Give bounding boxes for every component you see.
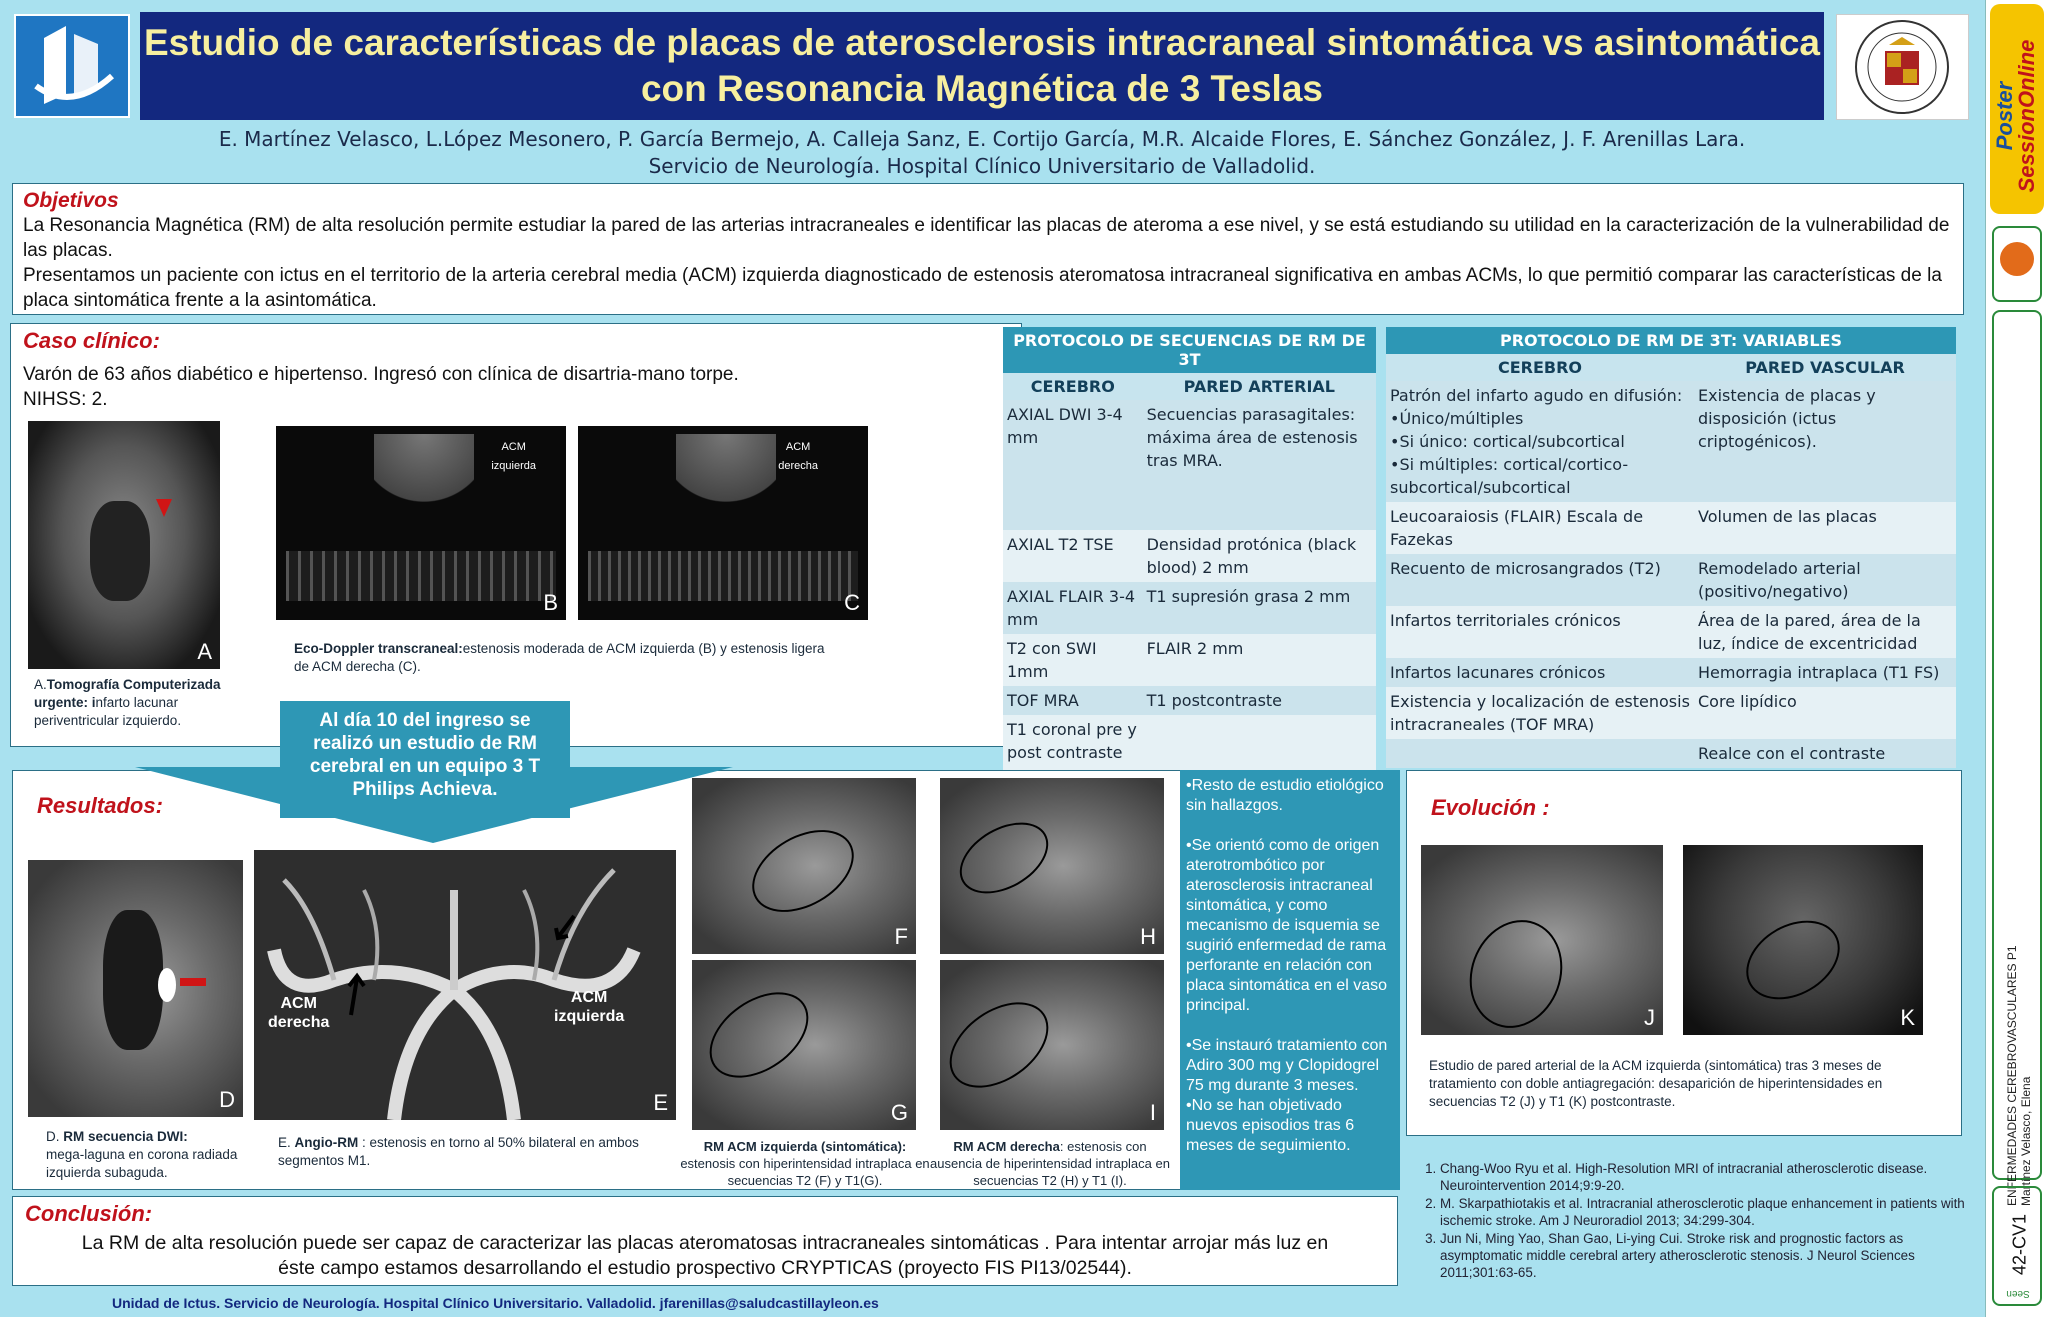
case-text-2: NIHSS: 2. bbox=[23, 389, 108, 410]
table-cell: Recuento de microsangrados (T2) bbox=[1386, 554, 1694, 606]
objectives-paragraph-2: Presentamos un paciente con ictus en el territorio de la arteria cerebral media (ACM) izquierda diagnosticado de estenosis ateromatosa intracraneal significativa en ambas ACMs, lo que permitió comparar las características de la placa sintomática frente a la asintomática. bbox=[23, 265, 1942, 311]
table-cell: Infartos lacunares crónicos bbox=[1386, 658, 1694, 687]
image-letter-h: H bbox=[1140, 924, 1156, 949]
table-cell: Patrón del infarto agudo en difusión: •Único/múltiples •Si único: cortical/subcortical •Si múltiples: cortical/cortico-subcortical/subcortical bbox=[1386, 381, 1694, 502]
doppler-right-image bbox=[578, 426, 868, 620]
society-logo bbox=[1992, 226, 2042, 302]
table-cell: AXIAL T2 TSE bbox=[1003, 530, 1143, 582]
caption-ct: A.Tomografía Computerizada urgente: infarto lacunar periventricular izquierdo. bbox=[34, 677, 221, 728]
table-protocol-variables bbox=[1386, 327, 1956, 768]
image-letter-a: A bbox=[197, 639, 212, 664]
table-cell: Existencia y localización de estenosis intracraneales (TOF MRA) bbox=[1386, 687, 1694, 739]
table-cell: Hemorragia intraplaca (T1 FS) bbox=[1694, 658, 1956, 687]
caption-dwi: D. RM secuencia DWI: mega-laguna en corona radiada izquierda subaguda. bbox=[46, 1129, 238, 1180]
mri-image-j bbox=[1421, 845, 1663, 1035]
table-cell: Leucoaraiosis (FLAIR) Escala de Fazekas bbox=[1386, 502, 1694, 554]
table-cell: T1 coronal pre y post contraste bbox=[1003, 715, 1143, 787]
callout-mri-study: Al día 10 del ingreso se realizó un estudio de RM cerebral en un equipo 3 T Philips Achieva. bbox=[280, 701, 570, 818]
table-cell: T1 supresión grasa 2 mm bbox=[1143, 582, 1376, 634]
results-title: Resultados: bbox=[37, 793, 163, 818]
image-letter-d: D bbox=[219, 1087, 235, 1112]
table-cell: Core lipídico bbox=[1694, 687, 1956, 739]
poster-title: Estudio de características de placas de aterosclerosis intracraneal sintomática vs asintomática con Resonancia Magnética de 3 Teslas bbox=[143, 22, 1821, 109]
table1-header: CEREBRO bbox=[1003, 373, 1143, 400]
mri-image-f bbox=[692, 778, 916, 954]
doppler-right-label: ACM derecha bbox=[778, 441, 818, 472]
image-letter-j: J bbox=[1644, 1005, 1655, 1030]
table-protocol-sequences bbox=[1003, 327, 1376, 787]
conclusion-section bbox=[12, 1196, 1398, 1286]
table-cell: Infartos territoriales crónicos bbox=[1386, 606, 1694, 658]
table-cell: Existencia de placas y disposición (ictus criptogénicos). bbox=[1694, 381, 1956, 502]
table1-title: PROTOCOLO DE SECUENCIAS DE RM DE 3T bbox=[1003, 327, 1376, 373]
table2-header: CEREBRO bbox=[1386, 354, 1694, 381]
references-list bbox=[1410, 1160, 1966, 1281]
poster-title-band bbox=[140, 12, 1824, 120]
objectives-paragraph-1: La Resonancia Magnética (RM) de alta resolución permite estudiar la pared de las arterias intracraneales e identificar las placas de ateroma a ese nivel, y se está estudiando su utilidad en la caracterización de la vulnerabilidad de las placas. bbox=[23, 215, 1950, 261]
mri-image-k bbox=[1683, 845, 1923, 1035]
caption-mri-right: RM ACM derecha: estenosis con ausencia de hiperintensidad intraplaca en secuencias T2 (H) y T1 (I). bbox=[930, 1139, 1170, 1188]
authors-block bbox=[140, 126, 1824, 180]
case-title: Caso clínico: bbox=[23, 328, 160, 353]
etiology-p1: •Resto de estudio etiológico sin hallazgos. bbox=[1186, 777, 1384, 814]
image-letter-c: C bbox=[844, 590, 860, 615]
doppler-left-label: ACM izquierda bbox=[491, 441, 536, 472]
image-letter-e: E bbox=[653, 1090, 668, 1115]
sidebar-category: ENFERMEDADES CEREBROVASCULARES P1 bbox=[2005, 945, 2019, 1206]
objectives-section bbox=[12, 183, 1964, 315]
etiology-p4: •No se han objetivado nuevos episodios tras 6 meses de seguimiento. bbox=[1186, 1097, 1355, 1154]
table2-header: PARED VASCULAR bbox=[1694, 354, 1956, 381]
hospital-logo bbox=[14, 14, 130, 118]
evolution-section bbox=[1406, 770, 1962, 1136]
conclusion-text: La RM de alta resolución puede ser capaz de caracterizar las placas ateromatosas intracraneales sintomáticas . Para intentar arrojar más luz en éste campo estamos desarrollando el estudio prospectivo CRYPTICAS (proyecto FIS PI13/02544). bbox=[81, 1232, 1329, 1279]
sidebar-author: Martínez Velasco, Elena bbox=[2019, 1076, 2033, 1206]
doppler-left-image bbox=[276, 426, 566, 620]
image-letter-i: I bbox=[1149, 1100, 1156, 1125]
label-acm-izquierda: ACM izquierda bbox=[554, 989, 625, 1025]
table-cell: FLAIR 2 mm bbox=[1143, 634, 1376, 686]
angio-mri-image bbox=[254, 850, 676, 1120]
university-seal bbox=[1836, 14, 1969, 120]
etiology-p2: •Se orientó como de origen aterotrombótico por aterosclerosis intracraneal sintomática, y como mecanismo de isquemia se sugirió enfermedad de rama perforante en relación con placa sintomática en el vaso principal. bbox=[1186, 837, 1387, 1014]
table-cell: TOF MRA bbox=[1003, 686, 1143, 715]
caption-evolution: Estudio de pared arterial de la ACM izquierda (sintomática) tras 3 meses de tratamiento con doble antiagregación: desaparición de hiperintensidades en secuencias T2 (J) y T1 (K) postcontraste. bbox=[1429, 1058, 1883, 1109]
table-cell bbox=[1386, 739, 1694, 768]
caption-doppler: Eco-Doppler transcraneal:estenosis moderada de ACM izquierda (B) y estenosis ligera de ACM derecha (C). bbox=[294, 641, 825, 674]
poster-code: 42-CV1 bbox=[2009, 1213, 2030, 1276]
label-acm-derecha: ACM derecha bbox=[268, 995, 330, 1031]
table-cell: AXIAL FLAIR 3-4 mm bbox=[1003, 582, 1143, 634]
table-cell: AXIAL DWI 3-4 mm bbox=[1003, 400, 1143, 530]
table-cell: Remodelado arterial (positivo/negativo) bbox=[1694, 554, 1956, 606]
table-cell: Volumen de las placas bbox=[1694, 502, 1956, 554]
table1-header: PARED ARTERIAL bbox=[1143, 373, 1376, 400]
brand-badge bbox=[1990, 4, 2044, 214]
caption-mri-left: RM ACM izquierda (sintomática): estenosis con hiperintensidad intraplaca en secuencias T2 (F) y T1(G). bbox=[680, 1139, 930, 1188]
reference-item: 1. Chang-Woo Ryu et al. High-Resolution MRI of intracranial atherosclerotic disease. Neurointervention 2014;9:9-20. bbox=[1440, 1160, 1966, 1194]
table-cell: Secuencias parasagitales: máxima área de estenosis tras MRA. bbox=[1143, 400, 1376, 530]
dwi-image bbox=[28, 860, 243, 1117]
ct-scan-image bbox=[28, 421, 220, 669]
table-cell: T2 con SWI 1mm bbox=[1003, 634, 1143, 686]
table-cell: Densidad protónica (black blood) 2 mm bbox=[1143, 530, 1376, 582]
image-letter-b: B bbox=[543, 590, 558, 615]
evolution-title: Evolución : bbox=[1431, 795, 1550, 820]
image-letter-k: K bbox=[1900, 1005, 1915, 1030]
seen-label: Seen bbox=[2006, 1288, 2030, 1299]
poster-sidebar bbox=[1985, 0, 2048, 1317]
caption-angio: E. Angio-RM : estenosis en torno al 50% bilateral en ambos segmentos M1. bbox=[278, 1135, 639, 1168]
objectives-title: Objetivos bbox=[23, 189, 119, 212]
table-cell: T1 postcontraste bbox=[1143, 686, 1376, 715]
reference-item: 2. M. Skarpathiotakis et al. Intracranial atherosclerotic plaque enhancement in patients with ischemic stroke. Am J Neuroradiol 2013; 34:299-304. bbox=[1440, 1195, 1966, 1229]
brand-session: Session bbox=[2014, 108, 2039, 193]
mri-image-g bbox=[692, 960, 916, 1130]
image-letter-f: F bbox=[894, 924, 908, 949]
footer-contact: Unidad de Ictus. Servicio de Neurología. Hospital Clínico Universitario. Valladolid. jfarenillas@saludcastillayleon.es bbox=[112, 1295, 879, 1311]
affiliation: Servicio de Neurología. Hospital Clínico Universitario de Valladolid. bbox=[648, 154, 1316, 178]
table2-title: PROTOCOLO DE RM DE 3T: VARIABLES bbox=[1386, 327, 1956, 354]
authors: E. Martínez Velasco, L.López Mesonero, P. García Bermejo, A. Calleja Sanz, E. Cortijo García, M.R. Alcaide Flores, E. Sánchez González, J. F. Arenillas Lara. bbox=[218, 127, 1746, 151]
brand-poster: Poster bbox=[1992, 81, 2017, 151]
mri-image-i bbox=[940, 960, 1164, 1130]
conclusion-title: Conclusión: bbox=[25, 1201, 153, 1226]
etiology-panel bbox=[1180, 770, 1400, 1190]
brand-online: Online bbox=[2014, 39, 2039, 109]
image-letter-g: G bbox=[890, 1100, 908, 1125]
reference-item: 3. Jun Ni, Ming Yao, Shan Gao, Li-ying Cui. Stroke risk and prognostic factors as asymptomatic middle cerebral artery atherosclerotic stenosis. J Neurol Sciences 2011;301:63-65. bbox=[1440, 1230, 1966, 1281]
table-cell: Área de la pared, área de la luz, índice de excentricidad bbox=[1694, 606, 1956, 658]
etiology-p3: •Se instauró tratamiento con Adiro 300 mg y Clopidogrel 75 mg durante 3 meses. bbox=[1186, 1037, 1388, 1094]
table-cell: Realce con el contraste bbox=[1694, 739, 1956, 768]
case-text-1: Varón de 63 años diabético e hipertenso. Ingresó con clínica de disartria-mano torpe. bbox=[23, 364, 739, 385]
mri-image-h bbox=[940, 778, 1164, 954]
